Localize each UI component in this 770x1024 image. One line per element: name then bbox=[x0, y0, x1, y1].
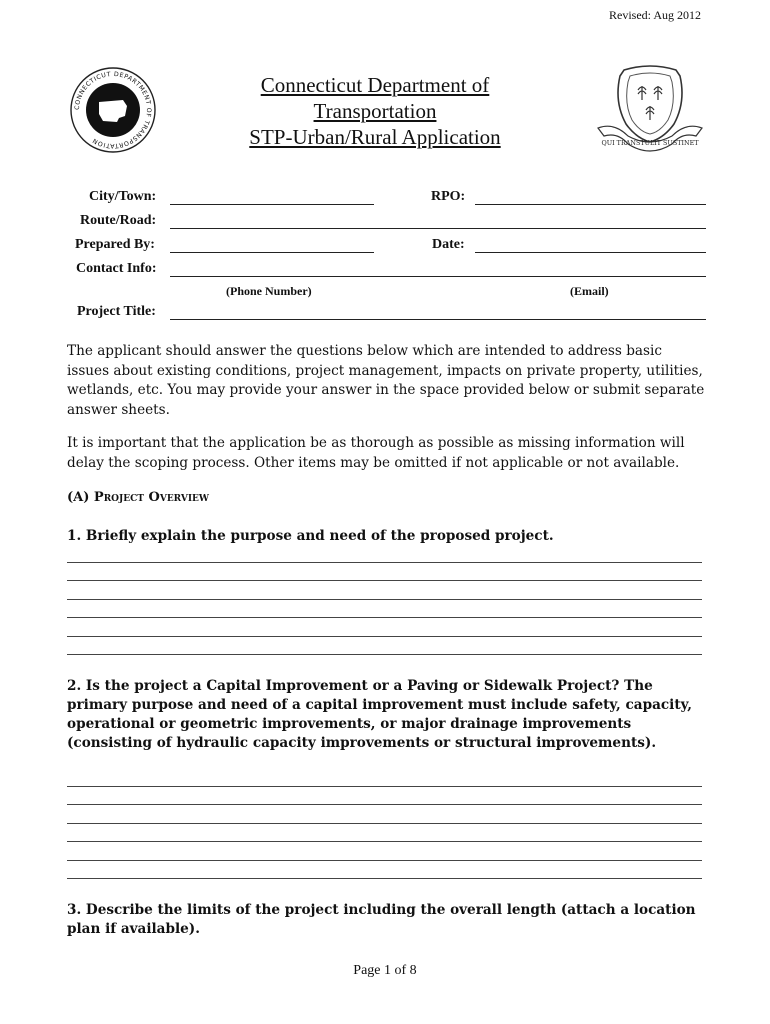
answer-1-line[interactable] bbox=[67, 636, 702, 637]
project-title-field[interactable] bbox=[170, 319, 706, 320]
rpo-label: RPO: bbox=[431, 189, 466, 204]
title-line-1: Connecticut Department of bbox=[260, 73, 490, 97]
importance-paragraph: It is important that the application be as thorough as possible as missing information will delay the scoping process. Other items may be omitted if not applicable or not available. bbox=[67, 435, 685, 471]
question-2: 2. Is the project a Capital Improvement or a Paving or Sidewalk Project? The primary purpose and need of a capital improvement must include safety, capacity, operational or geometric improvements, or major drainage improvements (consisting of hydraulic capacity improvements or structural improvements). bbox=[67, 678, 692, 751]
answer-2-line[interactable] bbox=[67, 786, 702, 787]
answer-2-line[interactable] bbox=[67, 841, 702, 842]
prepared-by-field[interactable] bbox=[170, 252, 374, 253]
question-3: 3. Describe the limits of the project including the overall length (attach a location plan if available). bbox=[67, 902, 696, 937]
city-town-label: City/Town: bbox=[89, 189, 157, 204]
page-number: Page 1 of 8 bbox=[353, 963, 417, 978]
phone-number-caption: (Phone Number) bbox=[226, 284, 312, 298]
contact-info-label: Contact Info: bbox=[76, 261, 157, 276]
question-1: 1. Briefly explain the purpose and need of the proposed project. bbox=[67, 528, 554, 544]
contact-info-field[interactable] bbox=[170, 276, 706, 277]
email-caption: (Email) bbox=[570, 284, 609, 298]
seal-motto: QUI TRANSTULIT SUSTINET bbox=[601, 139, 699, 147]
city-town-field[interactable] bbox=[170, 204, 374, 205]
rpo-field[interactable] bbox=[475, 204, 706, 205]
route-road-label: Route/Road: bbox=[80, 213, 157, 228]
answer-1-line[interactable] bbox=[67, 599, 702, 600]
logo-ring-text: CONNECTICUT DEPARTMENT OF TRANSPORTATION bbox=[73, 70, 153, 150]
section-heading-project-overview: (A) Project Overview bbox=[67, 490, 209, 505]
answer-2-line[interactable] bbox=[67, 860, 702, 861]
ctdot-logo bbox=[69, 66, 157, 154]
title-line-3: STP-Urban/Rural Application bbox=[249, 125, 501, 149]
route-road-field[interactable] bbox=[170, 228, 706, 229]
project-title-label: Project Title: bbox=[77, 304, 156, 319]
answer-1-line[interactable] bbox=[67, 580, 702, 581]
prepared-by-label: Prepared By: bbox=[75, 237, 155, 252]
state-seal bbox=[594, 62, 706, 162]
date-label: Date: bbox=[432, 237, 465, 252]
answer-2-line[interactable] bbox=[67, 823, 702, 824]
answer-2-line[interactable] bbox=[67, 804, 702, 805]
answer-1-line[interactable] bbox=[67, 617, 702, 618]
answer-1-line[interactable] bbox=[67, 562, 702, 563]
revision-date: Revised: Aug 2012 bbox=[609, 8, 701, 22]
title-line-2: Transportation bbox=[313, 99, 437, 123]
date-field[interactable] bbox=[475, 252, 706, 253]
answer-2-line[interactable] bbox=[67, 878, 702, 879]
intro-paragraph: The applicant should answer the questions below which are intended to address basic issues about existing conditions, project management, impacts on private property, utilities, wetlands, etc. You may provide your answer in the space provided below or submit separate answer sheets. bbox=[67, 343, 705, 418]
document-title bbox=[200, 72, 550, 150]
answer-1-line[interactable] bbox=[67, 654, 702, 655]
